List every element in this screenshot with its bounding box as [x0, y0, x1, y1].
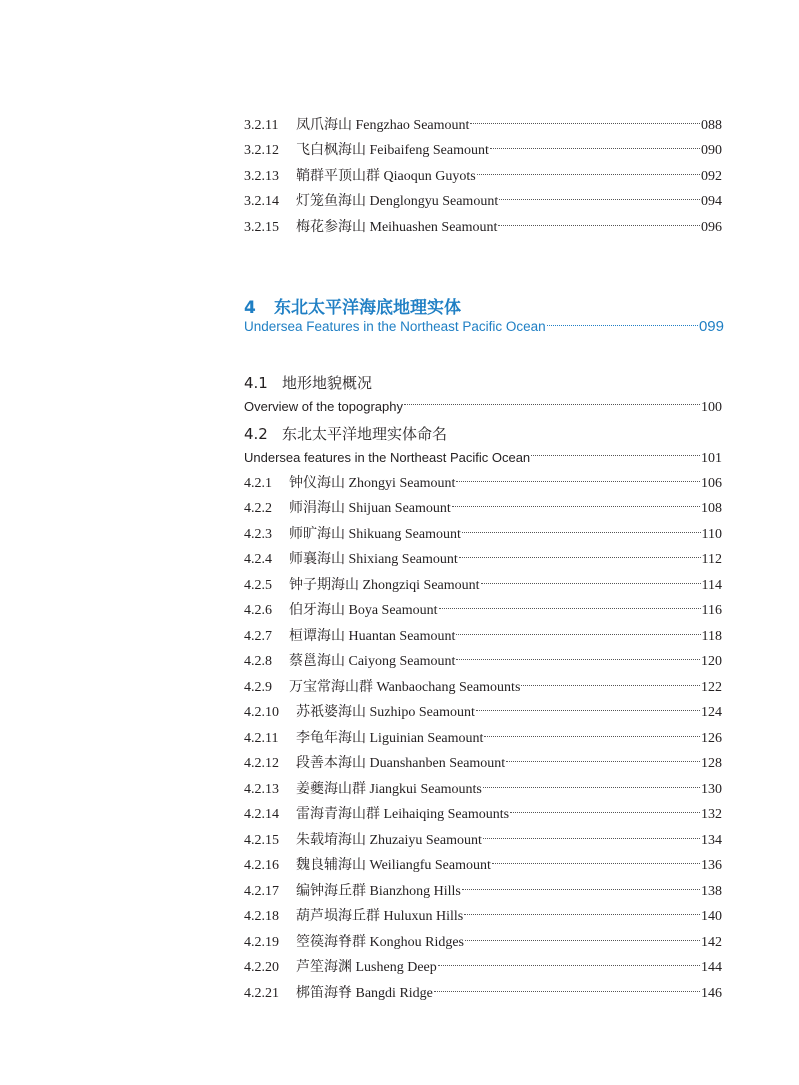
section-number: 4.1 — [244, 374, 268, 392]
entry-title: 苏祇婆海山 Suzhipo Seamount — [296, 705, 475, 720]
entry-page: 118 — [701, 629, 722, 644]
entry-title: 朱载堉海山 Zhuzaiyu Seamount — [296, 833, 482, 848]
section-heading[interactable] — [244, 423, 447, 444]
dot-leader — [439, 608, 701, 609]
entry-title: 师涓海山 Shijuan Seamount — [289, 501, 451, 516]
dot-leader — [477, 174, 700, 175]
dot-leader — [498, 225, 700, 226]
dot-leader — [438, 965, 700, 966]
entry-number: 4.2.18 — [244, 909, 279, 924]
entry-number: 3.2.14 — [244, 194, 279, 209]
entry-title: 梅花参海山 Meihuashen Seamount — [296, 220, 498, 235]
section-page: 101 — [701, 451, 722, 466]
entry-title: 师襄海山 Shixiang Seamount — [289, 552, 458, 567]
entry-number: 4.2.4 — [244, 552, 272, 567]
dot-leader — [476, 710, 700, 711]
entry-page: 146 — [701, 986, 722, 1001]
entry-title: 魏良辅海山 Weiliangfu Seamount — [296, 858, 491, 873]
entry-title: 钟仪海山 Zhongyi Seamount — [289, 476, 456, 491]
section-number: 4.2 — [244, 425, 268, 443]
entry-number: 4.2.6 — [244, 603, 272, 618]
entry-page: 138 — [701, 884, 722, 899]
entry-page: 140 — [701, 909, 722, 924]
dot-leader — [456, 659, 700, 660]
dot-leader — [483, 787, 700, 788]
dot-leader — [521, 685, 700, 686]
dot-leader — [462, 889, 700, 890]
chapter-title-cn: 东北太平洋海底地理实体 — [274, 298, 461, 318]
entry-number: 3.2.15 — [244, 220, 279, 235]
dot-leader — [492, 863, 700, 864]
dot-leader — [404, 404, 700, 405]
toc-entry[interactable] — [244, 882, 722, 902]
entry-page: 090 — [701, 143, 722, 158]
entry-page: 124 — [701, 705, 722, 720]
dot-leader — [510, 812, 700, 813]
toc-entry[interactable] — [244, 499, 722, 519]
entry-number: 4.2.20 — [244, 960, 279, 975]
entry-title: 箜篌海脊群 Konghou Ridges — [296, 935, 464, 950]
entry-title: 梆笛海脊 Bangdi Ridge — [296, 986, 433, 1001]
entry-title: 李龟年海山 Liguinian Seamount — [296, 731, 484, 746]
entry-title: 段善本海山 Duanshanben Seamount — [296, 756, 506, 771]
entry-number: 4.2.1 — [244, 476, 272, 491]
toc-entry[interactable] — [244, 780, 722, 800]
entry-number: 4.2.14 — [244, 807, 279, 822]
toc-entry[interactable] — [244, 907, 722, 927]
entry-title: 师旷海山 Shikuang Seamount — [289, 527, 461, 542]
entry-title: 雷海青海山群 Leihaiqing Seamounts — [296, 807, 510, 822]
section-subtitle-row[interactable] — [244, 397, 722, 417]
entry-title: 灯笼鱼海山 Denglongyu Seamount — [296, 194, 499, 209]
toc-entry[interactable] — [244, 805, 722, 825]
entry-number: 4.2.12 — [244, 756, 279, 771]
entry-title: 伯牙海山 Boya Seamount — [289, 603, 438, 618]
chapter-page: 099 — [698, 318, 724, 335]
entry-title: 编钟海丘群 Bianzhong Hills — [296, 884, 461, 899]
chapter-heading[interactable] — [244, 293, 461, 318]
dot-leader — [465, 940, 700, 941]
dot-leader — [490, 148, 700, 149]
section-title-cn: 地形地貌概况 — [282, 374, 373, 392]
entry-page: 108 — [701, 501, 722, 516]
entry-title: 鞘群平顶山群 Qiaoqun Guyots — [296, 169, 476, 184]
entry-page: 106 — [701, 476, 722, 491]
toc-entry[interactable] — [244, 984, 722, 1004]
entry-page: 112 — [701, 552, 722, 567]
toc-entry[interactable] — [244, 192, 722, 212]
dot-leader — [481, 583, 701, 584]
dot-leader — [459, 557, 701, 558]
entry-title: 葫芦埙海丘群 Huluxun Hills — [296, 909, 464, 924]
section-subtitle-row[interactable] — [244, 448, 722, 468]
entry-number: 4.2.8 — [244, 654, 272, 669]
dot-leader — [464, 914, 700, 915]
entry-title: 姜夔海山群 Jiangkui Seamounts — [296, 782, 482, 797]
toc-entry[interactable] — [244, 856, 722, 876]
entry-page: 094 — [701, 194, 722, 209]
dot-leader — [456, 481, 700, 482]
entry-title: 蔡邕海山 Caiyong Seamount — [289, 654, 456, 669]
entry-page: 144 — [701, 960, 722, 975]
toc-entry[interactable] — [244, 218, 722, 238]
entry-page: 130 — [701, 782, 722, 797]
entry-page: 092 — [701, 169, 722, 184]
dot-leader — [456, 634, 700, 635]
entry-number: 4.2.7 — [244, 629, 272, 644]
dot-leader — [547, 325, 698, 326]
entry-page: 126 — [701, 731, 722, 746]
section-page: 100 — [701, 400, 722, 415]
dot-leader — [462, 532, 701, 533]
toc-entry[interactable] — [244, 141, 722, 161]
entry-title: 凤爪海山 Fengzhao Seamount — [296, 118, 470, 133]
toc-entry[interactable] — [244, 627, 722, 647]
dot-leader — [434, 991, 700, 992]
entry-number: 4.2.19 — [244, 935, 279, 950]
entry-title: 飞白枫海山 Feibaifeng Seamount — [296, 143, 489, 158]
toc-entry[interactable] — [244, 550, 722, 570]
entry-number: 3.2.13 — [244, 169, 279, 184]
toc-entry[interactable] — [244, 474, 722, 494]
toc-entry[interactable] — [244, 167, 722, 187]
entry-page: 132 — [701, 807, 722, 822]
toc-entry[interactable] — [244, 116, 722, 136]
entry-page: 128 — [701, 756, 722, 771]
section-title-en: Undersea features in the Northeast Pacific Ocean — [244, 450, 531, 465]
toc-entry[interactable] — [244, 933, 722, 953]
entry-number: 3.2.12 — [244, 143, 279, 158]
entry-number: 4.2.11 — [244, 731, 279, 746]
dot-leader — [506, 761, 700, 762]
chapter-subtitle-row[interactable] — [244, 318, 724, 338]
entry-page: 110 — [701, 527, 722, 542]
entry-page: 142 — [701, 935, 722, 950]
entry-page: 114 — [701, 578, 722, 593]
section-title-cn: 东北太平洋地理实体命名 — [282, 425, 448, 443]
dot-leader — [452, 506, 700, 507]
dot-leader — [499, 199, 700, 200]
entry-number: 4.2.13 — [244, 782, 279, 797]
entry-number: 4.2.21 — [244, 986, 279, 1001]
entry-number: 4.2.15 — [244, 833, 279, 848]
entry-number: 4.2.9 — [244, 680, 272, 695]
entry-number: 4.2.5 — [244, 578, 272, 593]
entry-title: 桓谭海山 Huantan Seamount — [289, 629, 456, 644]
entry-page: 116 — [701, 603, 722, 618]
toc-entry[interactable] — [244, 703, 722, 723]
chapter-title-en: Undersea Features in the Northeast Pacific Ocean — [244, 319, 546, 334]
toc-entry[interactable] — [244, 831, 722, 851]
entry-page: 088 — [701, 118, 722, 133]
entry-number: 4.2.10 — [244, 705, 279, 720]
toc-entry[interactable] — [244, 729, 722, 749]
toc-entry[interactable] — [244, 601, 722, 621]
entry-page: 134 — [701, 833, 722, 848]
entry-page: 120 — [701, 654, 722, 669]
entry-page: 136 — [701, 858, 722, 873]
toc-entry[interactable] — [244, 754, 722, 774]
entry-title: 万宝常海山群 Wanbaochang Seamounts — [289, 680, 521, 695]
dot-leader — [484, 736, 700, 737]
toc-entry[interactable] — [244, 678, 722, 698]
toc-entry[interactable] — [244, 652, 722, 672]
dot-leader — [531, 455, 700, 456]
entry-title: 芦笙海渊 Lusheng Deep — [296, 960, 437, 975]
entry-title: 钟子期海山 Zhongziqi Seamount — [289, 578, 480, 593]
section-heading[interactable] — [244, 372, 372, 393]
entry-number: 3.2.11 — [244, 118, 279, 133]
entry-page: 122 — [701, 680, 722, 695]
chapter-number: 4 — [244, 298, 256, 318]
toc-entry[interactable] — [244, 958, 722, 978]
entry-number: 4.2.2 — [244, 501, 272, 516]
dot-leader — [470, 123, 700, 124]
entry-page: 096 — [701, 220, 722, 235]
section-title-en: Overview of the topography — [244, 399, 403, 414]
toc-entry[interactable] — [244, 576, 722, 596]
entry-number: 4.2.3 — [244, 527, 272, 542]
entry-number: 4.2.17 — [244, 884, 279, 899]
entry-number: 4.2.16 — [244, 858, 279, 873]
toc-entry[interactable] — [244, 525, 722, 545]
dot-leader — [483, 838, 700, 839]
